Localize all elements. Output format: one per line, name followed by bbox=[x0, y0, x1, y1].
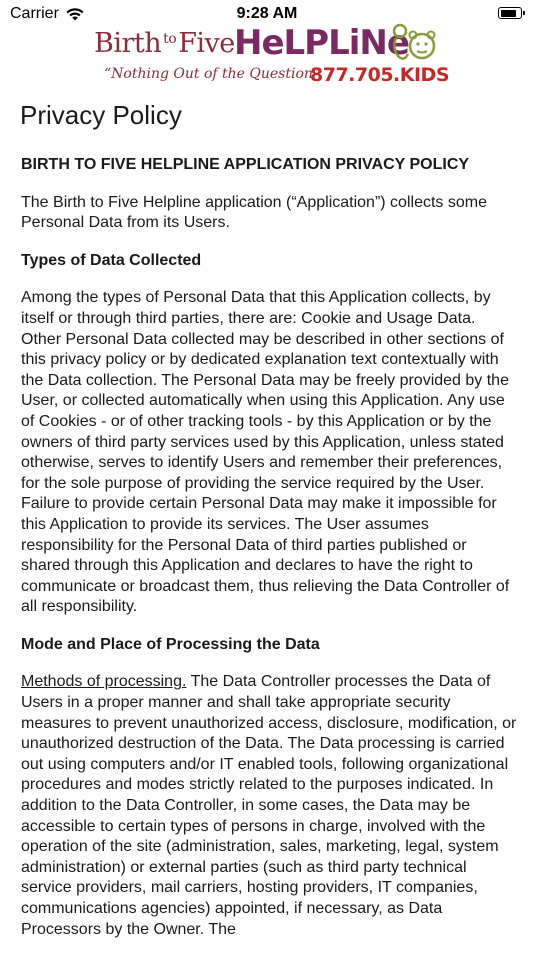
status-time: 9:28 AM bbox=[236, 5, 298, 22]
mascot-icon bbox=[390, 22, 438, 64]
types-heading: Types of Data Collected bbox=[21, 251, 202, 269]
policy-content[interactable] bbox=[21, 155, 517, 957]
app-logo bbox=[92, 22, 450, 90]
methods-body: The Data Controller processes the Data of Users in a proper manner and shall take appropriate security measures to prevent unauthorized access, disclosure, modification, or unauthorized destruction of the Data. The Data processing is carried out using computers and/or IT enabled tools, following organizational procedures and modes strictly related to the purposes indicated. In addition to the Data Controller, in some cases, the Data may be accessible to certain types of persons in charge, involved with the operation of the site (administration, sales, marketing, legal, system administration) or external parties (such as third party technical service providers, mail carriers, hosting providers, IT companies, communications agencies) appointed, if necessary, as Data Processors by the Owner. The bbox=[21, 673, 517, 938]
policy-intro: The Birth to Five Helpline application (“Application”) collects some Personal Data from its Users. bbox=[21, 193, 487, 232]
policy-main-heading: BIRTH TO FIVE HELPLINE APPLICATION PRIVACY POLICY bbox=[21, 156, 470, 173]
mode-heading: Mode and Place of Processing the Data bbox=[21, 635, 320, 653]
battery-icon bbox=[498, 7, 522, 19]
logo-helpline: HeLPLiNe bbox=[234, 23, 409, 63]
methods-label: Methods of processing. bbox=[21, 673, 187, 691]
carrier-label: Carrier bbox=[10, 5, 59, 22]
logo-birth-to-five: Birth $^{to}$Five bbox=[94, 28, 235, 59]
types-body: Among the types of Personal Data that this Application collects, by itself or through third parties, there are: Cookie and Usage Data. Other Personal Data collected may be described in other sections of this privacy policy or by dedicated explanation text contextually with the Data collection. The Personal Data may be freely provided by the User, or collected automatically when using this Application. Any use of Cookies - or of other tracking tools - by this Application or by the owners of third party services used by this Application, unless stated otherwise, serves to identify Users and remember their preferences, for the sole purpose of providing the service required by the User. Failure to provide certain Personal Data may make it impossible for this Application to provide its services. The User assumes responsibility for the Personal Data of third parties published or shared through this Application and declares to have the right to communicate or broadcast them, thus relieving the Data Controller of all responsibility. bbox=[21, 289, 510, 616]
methods-paragraph bbox=[21, 672, 517, 940]
logo-tagline: “Nothing Out of the Question” bbox=[104, 66, 321, 82]
page-title: Privacy Policy bbox=[20, 100, 182, 130]
logo-phone-number: 877.705.KIDS bbox=[310, 64, 450, 86]
